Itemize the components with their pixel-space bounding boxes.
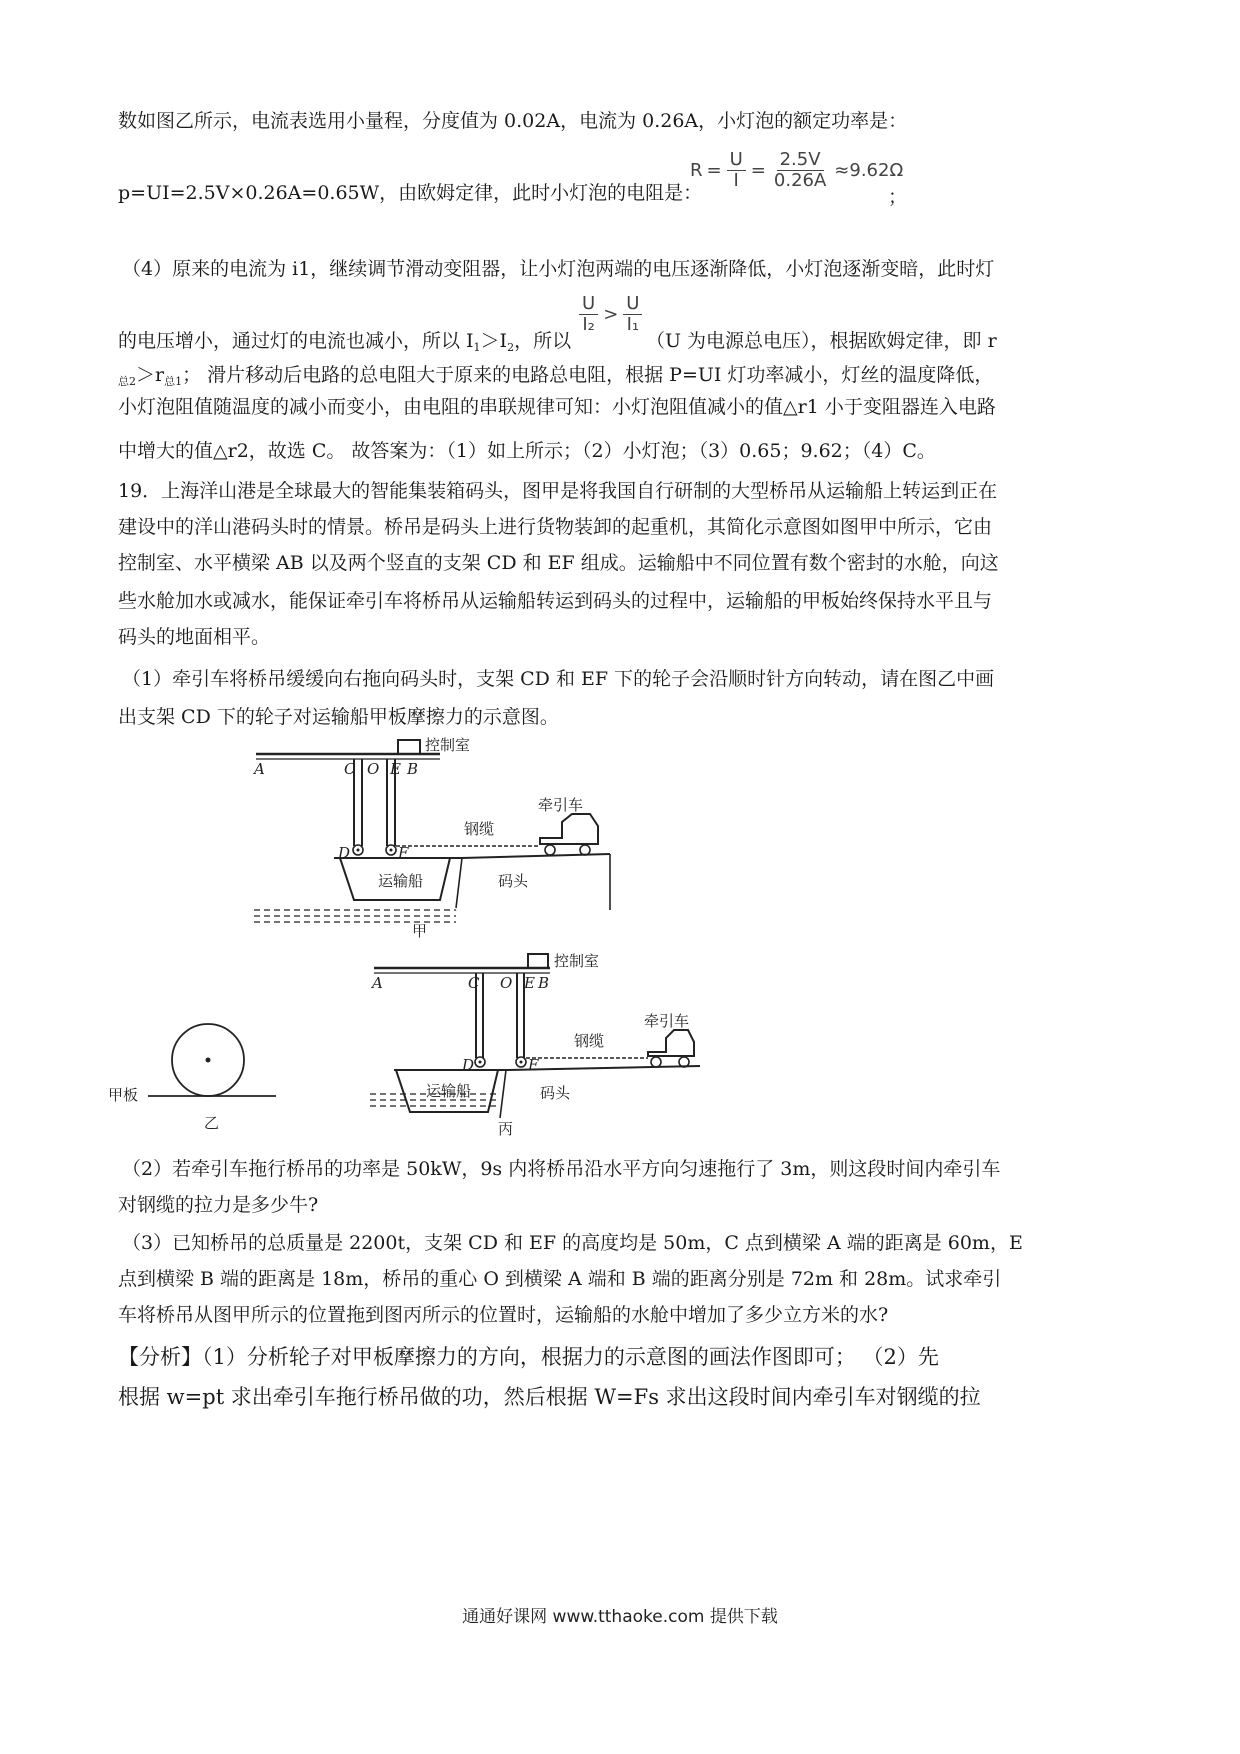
svg-text:D: D [338, 844, 351, 862]
deck-label: 甲板 [108, 1086, 139, 1104]
text-line: 数如图乙所示，电流表选用小量程，分度值为 0.02A，电流为 0.26A，小灯泡的额定功率是： [118, 110, 908, 132]
text-line: 建设中的洋山港码头时的情景。桥吊是码头上进行货物装卸的起重机，其简化示意图如图甲中所示，它由 [118, 516, 993, 538]
svg-text:O: O [500, 974, 513, 992]
text-line: 根据 w=pt 求出牵引车拖行桥吊做的功，然后根据 W=Fs 求出这段时间内牵引车对钢缆的拉 [118, 1385, 981, 1409]
current-ratio-formula: $\frac{U}{\text{I₂}}$ > $\frac{U}{\text{I₁}}$ [576, 294, 645, 335]
dock-label: 码头 [498, 872, 529, 890]
text-line: 对钢缆的拉力是多少牛? [118, 1194, 319, 1216]
text-line: （U 为电源总电压），根据欧姆定律，即 r [646, 330, 997, 352]
svg-text:C: C [468, 974, 480, 992]
control-room-label: 控制室 [554, 952, 600, 970]
page-footer: 通通好课网 www.tthaoke.com 提供下载 [462, 1607, 778, 1627]
figure-caption: 丙 [498, 1120, 514, 1138]
text-line: （1）牵引车将桥吊缓缓向右拖向码头时，支架 CD 和 EF 下的轮子会沿顺时针方向转动，请在图乙中画 [122, 668, 995, 690]
resistance-formula: R = $\frac{U}{I}$ = $\frac{2.5V}{0.26A}$ ≈9.62Ω [690, 149, 904, 191]
svg-text:C: C [344, 760, 356, 778]
svg-text:D: D [462, 1056, 475, 1074]
figure-yi [104, 1020, 294, 1140]
ship-label: 运输船 [378, 872, 424, 890]
svg-text:E: E [390, 760, 401, 778]
text-line: 出支架 CD 下的轮子对运输船甲板摩擦力的示意图。 [118, 706, 559, 728]
figure-jia [250, 734, 630, 942]
text-line: 车将桥吊从图甲所示的位置拖到图丙所示的位置时，运输船的水舱中增加了多少立方米的水? [118, 1304, 889, 1326]
text-line: 的电压增小，通过灯的电流也减小，所以 $I_1>I_2$，所以 [118, 330, 572, 354]
text-line: （3）已知桥吊的总质量是 2200t，支架 CD 和 EF 的高度均是 50m，C 点到横梁 A 端的距离是 60m，E [122, 1232, 1023, 1254]
text-line: 点到横梁 B 端的距离是 18m，桥吊的重心 O 到横梁 A 端和 B 端的距离分别是 72m 和 28m。试求牵引 [118, 1268, 1002, 1290]
figure-caption: 乙 [204, 1114, 220, 1132]
svg-text:A: A [254, 760, 265, 778]
svg-text:F: F [528, 1056, 539, 1074]
text-line: ； [888, 186, 908, 208]
svg-text:O: O [367, 760, 380, 778]
text-line: （4）原来的电流为 i1，继续调节滑动变阻器，让小灯泡两端的电压逐渐降低，小灯泡逐渐变暗，此时灯 [122, 258, 995, 280]
svg-text:B: B [538, 974, 550, 992]
text-line: $_{总2}>r_{总1}$； 滑片移动后电路的总电阻大于原来的电路总电阻，根据 P=UI 灯功率减小，灯丝的温度降低， [118, 364, 994, 388]
tractor-label: 牵引车 [538, 796, 584, 814]
figure-caption: 甲 [412, 922, 428, 940]
ship-label: 运输船 [426, 1082, 472, 1100]
text-line: 小灯泡阻值随温度的减小而变小，由电阻的串联规律可知：小灯泡阻值减小的值△r1 小于变阻器连入电路 [118, 396, 996, 418]
figure-bing [364, 942, 704, 1142]
cable-label: 钢缆 [574, 1032, 605, 1050]
analysis-line: 【分析】（1）分析轮子对甲板摩擦力的方向，根据力的示意图的画法作图即可； （2）先 [118, 1345, 939, 1369]
text-line: p=UI=2.5V×0.26A=0.65W，由欧姆定律，此时小灯泡的电阻是： [118, 182, 703, 204]
svg-text:F: F [398, 844, 409, 862]
text-line: 中增大的值△r2，故选 C。 故答案为：（1）如上所示；（2）小灯泡；（3）0.65；9.62；（4）C。 [118, 440, 936, 462]
dock-label: 码头 [540, 1084, 571, 1102]
text-line: 控制室、水平横梁 AB 以及两个竖直的支架 CD 和 EF 组成。运输船中不同位置有数个密封的水舱，向这 [118, 552, 999, 574]
text-line: 些水舱加水或减水，能保证牵引车将桥吊从运输船转运到码头的过程中，运输船的甲板始终保持水平且与 [118, 590, 993, 612]
svg-text:A: A [372, 974, 383, 992]
question-19: 19．上海洋山港是全球最大的智能集装箱码头，图甲是将我国自行研制的大型桥吊从运输船上转运到正在 [118, 480, 998, 502]
cable-label: 钢缆 [464, 820, 495, 838]
svg-text:B: B [407, 760, 419, 778]
svg-text:E: E [524, 974, 535, 992]
tractor-label: 牵引车 [644, 1012, 690, 1030]
control-room-label: 控制室 [425, 736, 471, 754]
text-line: （2）若牵引车拖行桥吊的功率是 50kW，9s 内将桥吊沿水平方向匀速拖行了 3m，则这段时间内牵引车 [122, 1158, 1001, 1180]
text-line: 码头的地面相平。 [118, 626, 271, 648]
